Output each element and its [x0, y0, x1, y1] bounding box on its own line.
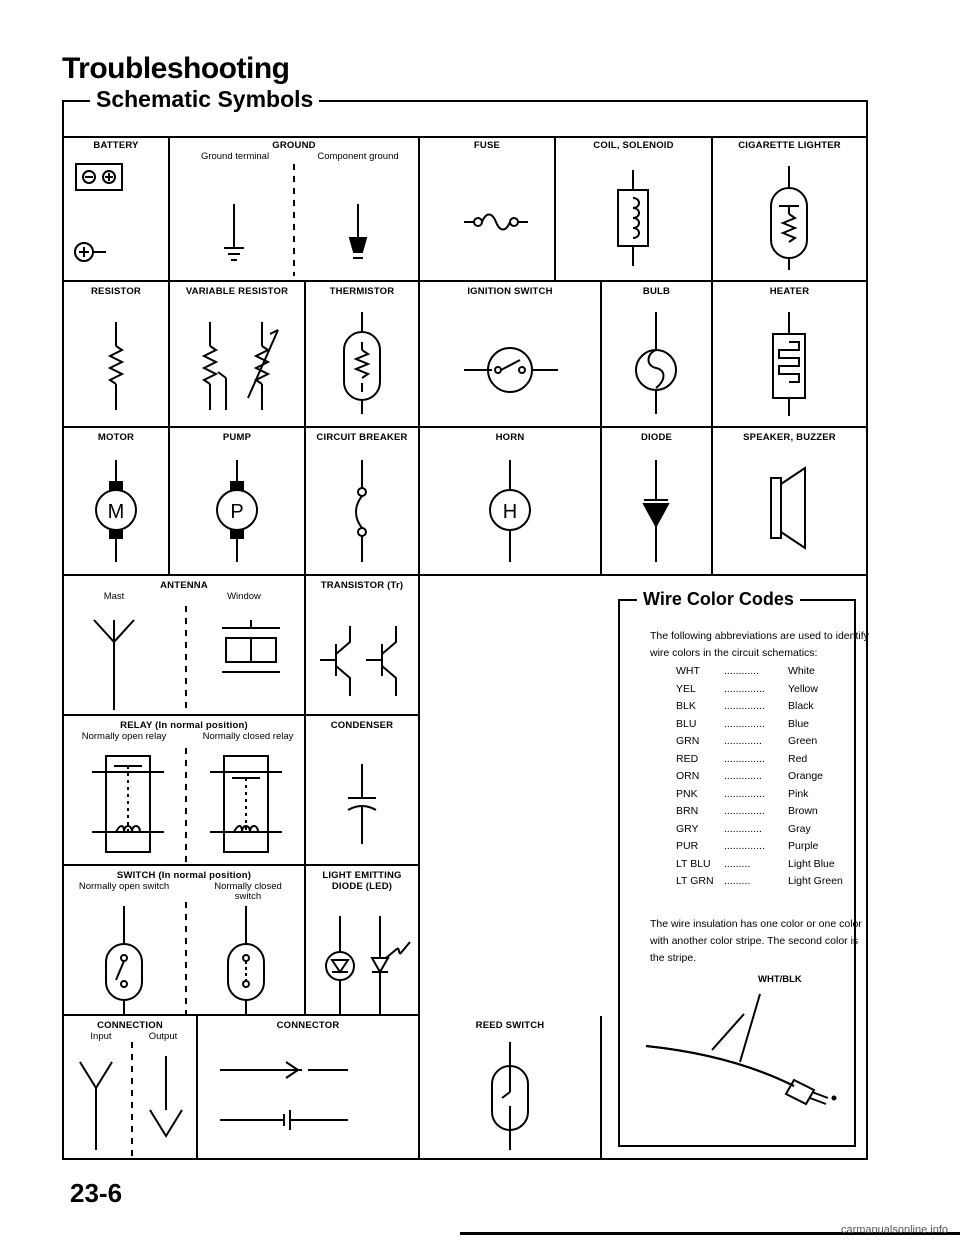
label-connector: CONNECTOR [276, 1020, 340, 1031]
thermistor-symbol [306, 302, 418, 422]
wire-code-row [676, 803, 843, 821]
wire-code-dots: ............. [724, 770, 762, 782]
cell-thermistor [306, 282, 420, 428]
label-pump: PUMP [222, 432, 252, 443]
wire-code-abbr: ORN [676, 770, 700, 782]
label-variable-resistor: VARIABLE RESISTOR [185, 286, 289, 297]
motor-symbol [64, 448, 168, 572]
horn-letter: H [502, 501, 518, 523]
transistor-symbol [306, 596, 418, 712]
label-heater: HEATER [769, 286, 810, 297]
ignition-switch-symbol [420, 302, 600, 422]
wire-code-row [676, 698, 843, 716]
wire-code-row [676, 838, 843, 856]
cell-connector [198, 1016, 420, 1160]
wire-code-name: Purple [788, 840, 819, 852]
wire-code-abbr: BRN [676, 805, 699, 817]
label-mast: Mast [103, 591, 125, 602]
wire-code-dots: .............. [724, 752, 765, 765]
wire-code-name: Brown [788, 805, 818, 817]
wire-code-dots: ............. [724, 822, 762, 835]
cell-fuse [420, 136, 556, 282]
diode-symbol [602, 448, 711, 572]
wire-code-abbr: BLK [676, 700, 696, 712]
wire-code-abbr: GRY [676, 822, 699, 835]
cell-transistor [306, 576, 420, 716]
cell-condenser [306, 716, 420, 866]
wire-code-name: Pink [788, 787, 809, 800]
cell-battery [62, 136, 170, 282]
wire-code-abbr: WHT [676, 665, 700, 677]
label-reed-switch: REED SWITCH [475, 1020, 545, 1031]
label-window: Window [227, 591, 261, 602]
label-circuit-breaker: CIRCUIT BREAKER [316, 432, 408, 443]
wire-code-dots: .............. [724, 787, 765, 800]
wire-code-row [676, 786, 843, 804]
cell-reed-switch [420, 1016, 602, 1160]
label-thermistor: THERMISTOR [329, 286, 395, 297]
cell-antenna [62, 576, 306, 716]
wire-panel-rule-right [854, 599, 856, 1147]
cell-variable-resistor [170, 282, 306, 428]
pump-letter: P [230, 501, 244, 523]
resistor-symbol [64, 302, 168, 422]
wire-code-name: White [788, 665, 815, 677]
label-horn: HORN [495, 432, 525, 443]
cell-ground [170, 136, 420, 282]
page-number: 23-6 [70, 1178, 123, 1208]
footer-watermark: carmanualsonline.info [840, 1224, 948, 1236]
led-symbol [306, 902, 418, 1022]
wire-example-label: WHT/BLK [758, 974, 802, 985]
wire-code-dots: ......... [724, 875, 751, 887]
label-condenser: CONDENSER [330, 720, 394, 731]
ground-symbol [170, 160, 418, 280]
cell-ignition-switch [420, 282, 602, 428]
reed-switch-symbol [420, 1036, 600, 1154]
wire-panel-rule-bottom [618, 1145, 856, 1147]
label-output: Output [148, 1031, 178, 1042]
label-ignition-switch: IGNITION SWITCH [467, 286, 553, 297]
wire-code-name: Red [788, 752, 808, 765]
label-fuse: FUSE [473, 140, 501, 151]
wire-code-dots: .............. [724, 700, 765, 712]
speaker-symbol [713, 448, 866, 572]
wire-code-name: Blue [788, 717, 810, 730]
motor-letter: M [107, 501, 125, 523]
fuse-symbol [420, 156, 554, 276]
label-resistor: RESISTOR [91, 286, 141, 297]
cell-switch [62, 866, 306, 1016]
label-relay: RELAY (In normal position) [120, 720, 248, 731]
cell-coil-solenoid [556, 136, 713, 282]
relay-symbol [64, 742, 306, 866]
wire-code-abbr: PUR [676, 840, 699, 852]
wire-code-dots: .............. [724, 840, 765, 852]
wire-code-abbr: YEL [676, 682, 696, 695]
wire-code-name: Green [788, 735, 818, 747]
wire-code-row [676, 768, 843, 786]
label-motor: MOTOR [97, 432, 135, 443]
cell-relay [62, 716, 306, 866]
cell-resistor [62, 282, 170, 428]
wire-codes-intro: The following abbreviations are used to identify wire colors in the circuit schematics: [650, 630, 869, 659]
label-led: LIGHT EMITTING DIODE (LED) [322, 870, 402, 892]
cell-connection [62, 1016, 198, 1160]
heater-symbol [713, 302, 866, 422]
label-cigarette-lighter: CIGARETTE LIGHTER [738, 140, 841, 151]
cell-cigarette-lighter [713, 136, 868, 282]
wire-code-name: Orange [788, 770, 824, 782]
cigarette-lighter-symbol [713, 156, 866, 276]
horn-symbol [420, 448, 600, 572]
battery-symbol [64, 156, 168, 276]
wire-code-row [676, 856, 843, 874]
label-normally-closed-switch: Normally closed switch [214, 881, 282, 902]
wire-code-row [676, 663, 843, 681]
label-diode: DIODE [640, 432, 673, 443]
wire-code-dots: ............ [724, 665, 760, 677]
wire-code-dots: .............. [724, 805, 765, 817]
wire-code-abbr: LT GRN [676, 875, 714, 887]
label-speaker-buzzer: SPEAKER, BUZZER [743, 432, 836, 443]
circuit-breaker-symbol [306, 448, 418, 572]
cell-pump [170, 428, 306, 576]
wire-code-abbr: LT BLU [676, 857, 711, 870]
wire-code-dots: ......... [724, 857, 751, 870]
wire-code-row [676, 873, 843, 891]
connector-symbol [198, 1036, 418, 1154]
antenna-symbol [64, 600, 306, 716]
connection-symbol [64, 1042, 198, 1160]
switch-symbol [64, 902, 306, 1022]
wire-code-name: Black [788, 700, 814, 712]
label-component-ground: Component ground [317, 151, 399, 162]
label-antenna: ANTENNA [160, 580, 208, 591]
section-title: Schematic Symbols [90, 86, 319, 113]
cell-motor [62, 428, 170, 576]
label-input: Input [90, 1031, 112, 1042]
label-transistor: TRANSISTOR (Tr) [320, 580, 404, 591]
bulb-symbol [602, 302, 711, 422]
wire-code-dots: .............. [724, 717, 765, 730]
condenser-symbol [306, 740, 418, 864]
cell-speaker-buzzer [713, 428, 868, 576]
coil-symbol [556, 156, 711, 276]
label-battery: BATTERY [93, 140, 139, 151]
label-bulb: BULB [642, 286, 671, 297]
label-ground-terminal: Ground terminal [200, 151, 270, 162]
label-normally-open-relay: Normally open relay [81, 731, 167, 742]
cell-horn [420, 428, 602, 576]
wire-code-abbr: GRN [676, 735, 700, 747]
wire-code-name: Light Blue [788, 857, 835, 870]
wire-code-row [676, 681, 843, 699]
pump-symbol [170, 448, 304, 572]
wire-codes-title: Wire Color Codes [637, 589, 800, 610]
wire-code-row [676, 733, 843, 751]
wire-code-abbr: PNK [676, 787, 698, 800]
label-ground: GROUND [272, 140, 316, 151]
wire-code-dots: ............. [724, 735, 762, 747]
cell-led [306, 866, 420, 1016]
label-coil-solenoid: COIL, SOLENOID [593, 140, 674, 151]
cell-circuit-breaker [306, 428, 420, 576]
variable-resistor-symbol [170, 302, 304, 422]
wire-code-name: Gray [788, 822, 811, 835]
wire-code-abbr: BLU [676, 717, 697, 730]
wire-panel-rule-left [618, 599, 620, 1147]
wire-illustration [644, 986, 844, 1126]
wire-code-name: Yellow [788, 682, 818, 695]
wire-code-row [676, 751, 843, 769]
label-normally-closed-relay: Normally closed relay [202, 731, 294, 742]
wire-code-row [676, 821, 843, 839]
cell-heater [713, 282, 868, 428]
label-normally-open-switch: Normally open switch [78, 881, 170, 892]
label-switch: SWITCH (In normal position) [116, 870, 252, 881]
wire-code-list [676, 663, 843, 891]
wire-insulation-note: The wire insulation has one color or one color with another color stripe. The second color is the stripe. [650, 918, 862, 964]
wire-code-row [676, 716, 843, 734]
cell-bulb [602, 282, 713, 428]
label-connection: CONNECTION [97, 1020, 163, 1031]
cell-diode [602, 428, 713, 576]
wire-code-abbr: RED [676, 752, 699, 765]
wire-code-name: Light Green [788, 875, 843, 887]
wire-code-dots: .............. [724, 682, 765, 695]
page-title: Troubleshooting [62, 52, 290, 85]
